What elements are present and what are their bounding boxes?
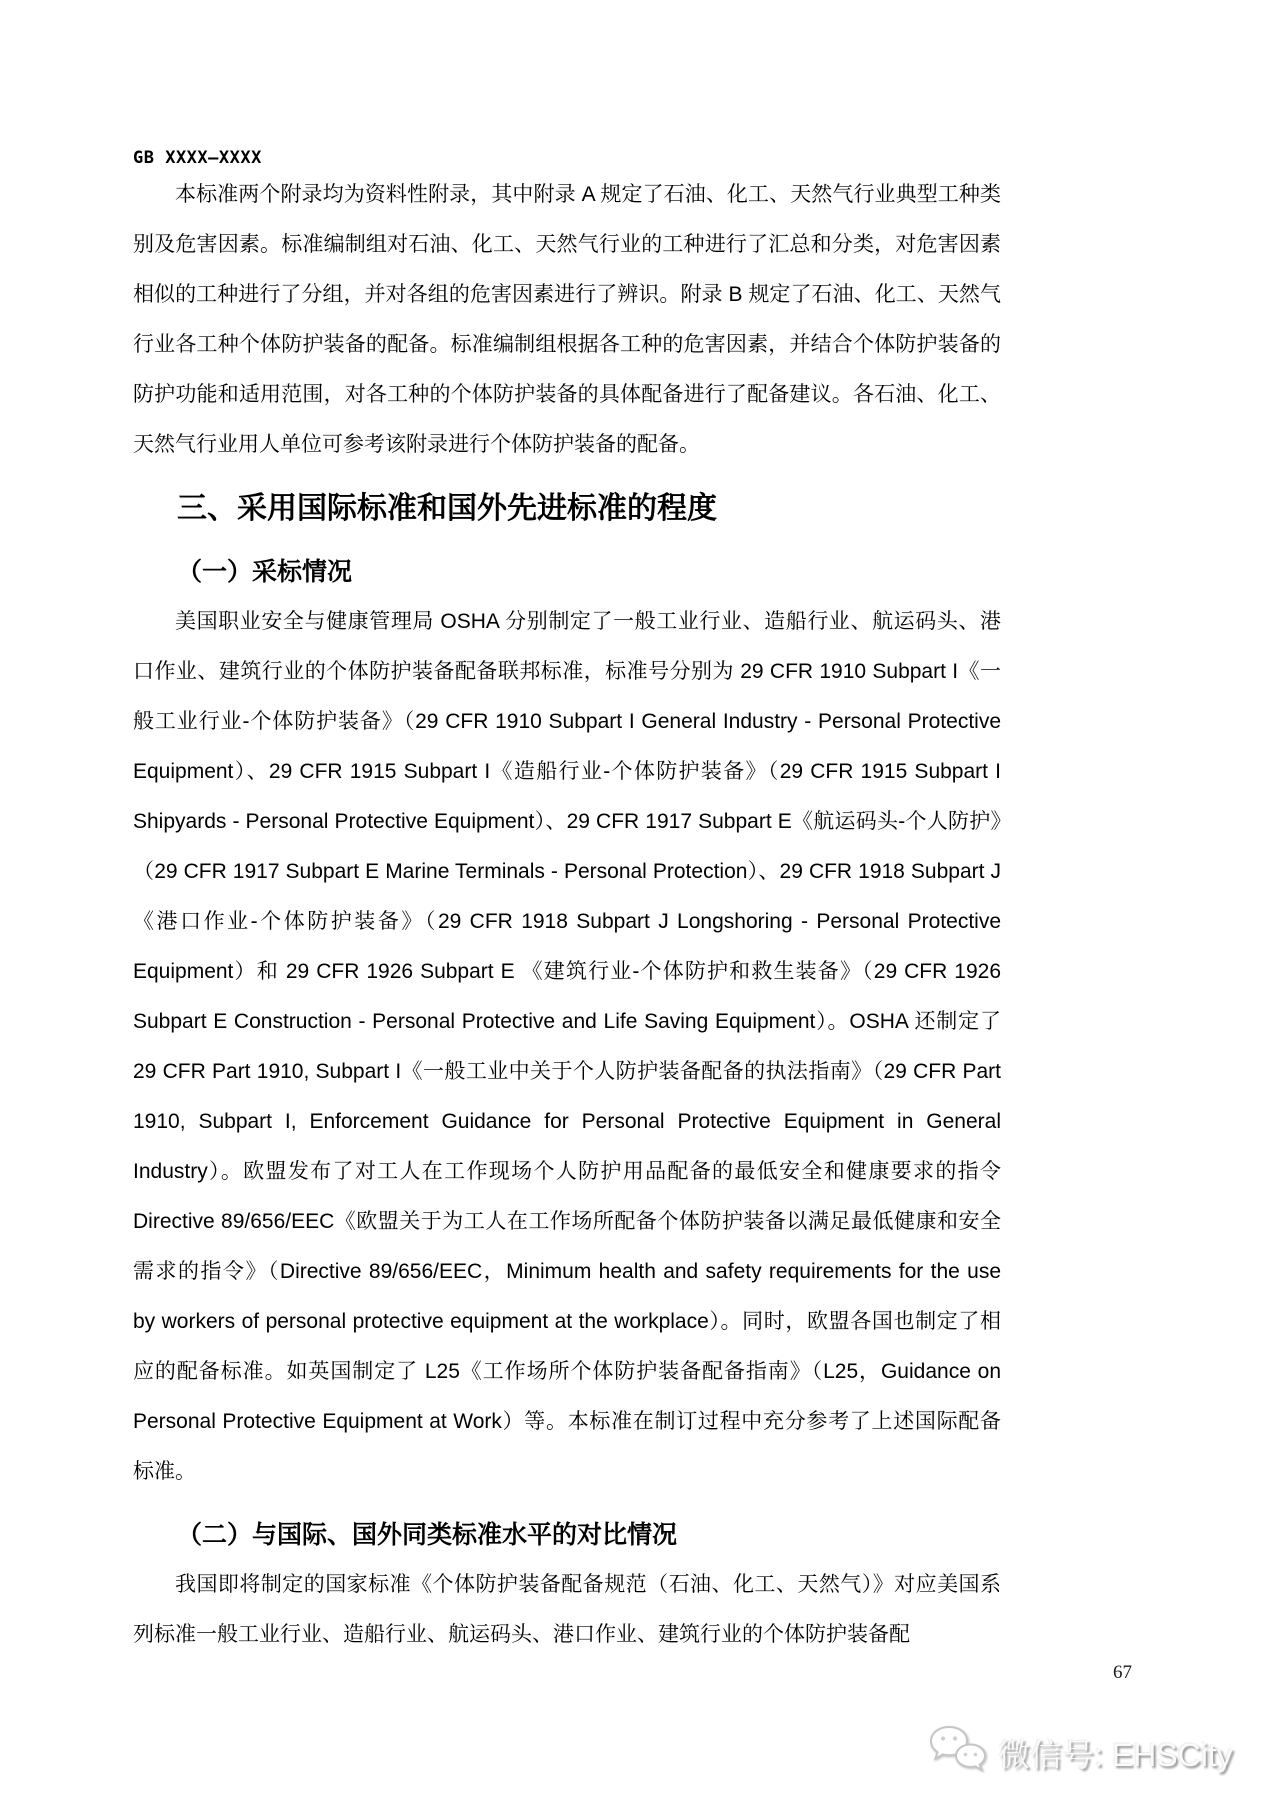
subsection-heading-comparison: （二）与国际、国外同类标准水平的对比情况 — [177, 1521, 678, 1549]
watermark-label: 微信号: EHSCity — [998, 1736, 1233, 1773]
subsection-heading-adoption-status: （一）采标情况 — [177, 558, 353, 586]
paragraph-osha-standards: 美国职业安全与健康管理局 OSHA 分别制定了一般工业行业、造船行业、航运码头、港口作业、建筑行业的个体防护装备配备联邦标准，标准号分别为 29 CFR 1910 Subpart I《一般工业行业-个体防护装备》（29 CFR 1910 Subpart I General Industry - Personal Protective Equipment）、29 CFR 1915 Subpart I《造船行业-个体防护装备》（29 CFR 1915 Subpart I Shipyards - Personal Protective Equipment）、29 CFR 1917 Subpart E《航运码头-个人防护》（29 CFR 1917 Subpart E Marine Terminals - Personal Protection）、29 CFR 1918 Subpart J《港口作业-个体防护装备》（29 CFR 1918 Subpart J Longshoring - Personal Protective Equipment）和 29 CFR 1926 Subpart E 《建筑行业-个体防护和救生装备》（29 CFR 1926 Subpart E Construction - Personal Protective and Life Saving Equipment）。OSHA 还制定了 29 CFR Part 1910, Subpart I《一般工业中关于个人防护装备配备的执法指南》（29 CFR Part 1910, Subpart I, Enforcement Guidance for Personal Protective Equipment in General Industry）。欧盟发布了对工人在工作现场个人防护用品配备的最低安全和健康要求的指令 Directive 89/656/EEC《欧盟关于为工人在工作场所配备个体防护装备以满足最低健康和安全需求的指令》（Directive 89/656/EEC，Minimum health and safety requirements for the use by workers of personal protective equipment at the workplace）。同时，欧盟各国也制定了相应的配备标准。如英国制定了 L25《工作场所个体防护装备配备指南》（L25，Guidance on Personal Protective Equipment at Work）等。本标准在制订过程中充分参考了上述国际配备标准。 — [133, 610, 1001, 1483]
section-heading-international-standards: 三、采用国际标准和国外先进标准的程度 — [177, 492, 717, 525]
document-page — [133, 0, 1001, 1660]
wechat-icon — [928, 1724, 988, 1781]
wechat-watermark — [928, 1724, 1233, 1781]
paragraph-comparison-intro: 我国即将制定的国家标准《个体防护装备配备规范（石油、化工、天然气）》对应美国系列标准一般工业行业、造船行业、航运码头、港口作业、建筑行业的个体防护装备配 — [133, 1573, 1001, 1646]
page-number: 67 — [1113, 1662, 1132, 1683]
document-code: GB XXXX—XXXX — [133, 148, 262, 168]
paragraph-appendix-summary: 本标准两个附录均为资料性附录，其中附录 A 规定了石油、化工、天然气行业典型工种类别及危害因素。标准编制组对石油、化工、天然气行业的工种进行了汇总和分类，对危害因素相似的工种进行了分组，并对各组的危害因素进行了辨识。附录 B 规定了石油、化工、天然气行业各工种个体防护装备的配备。标准编制组根据各工种的危害因素，并结合个体防护装备的防护功能和适用范围，对各工种的个体防护装备的具体配备进行了配备建议。各石油、化工、天然气行业用人单位可参考该附录进行个体防护装备的配备。 — [133, 183, 1001, 456]
